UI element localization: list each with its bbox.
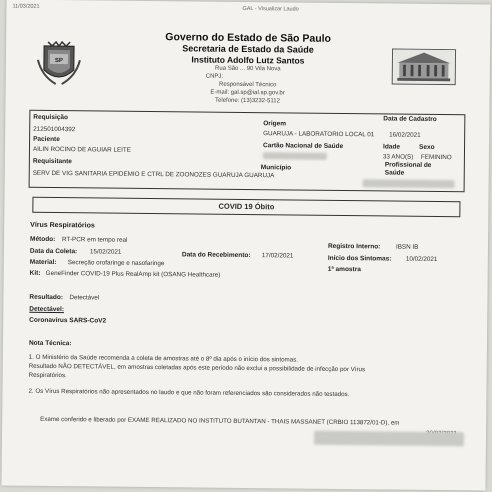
coleta-label: Data da Coleta: [29, 247, 78, 256]
lab-report-page [1, 0, 490, 491]
idade-label: Idade [382, 143, 401, 151]
recebimento-value: 17/02/2021 [261, 252, 294, 260]
header-government: Governo do Estado de São Paulo [165, 31, 332, 45]
data-cadastro-label: Data de Cadastro [383, 115, 437, 123]
note1-line2: Resultado NÃO DETECTÁVEL, em amostras coletadas após este período não exclui a possibilidade de infecção por Vírus [28, 362, 366, 374]
header-telefone: Telefone: (13)3232-5112 [215, 97, 281, 105]
origem-label: Origem [263, 120, 287, 128]
municipio-label: Município [260, 164, 292, 172]
paciente-value: AILIN ROCINO DE AGUIAR LEITE [32, 145, 132, 154]
sexo-value: FEMININO [420, 153, 452, 162]
requisicao-value: 212501004392 [33, 125, 76, 134]
section-title: Vírus Respiratórios [30, 221, 95, 230]
resultado-value: Detectável [69, 294, 100, 302]
resultado-label: Resultado: [29, 293, 64, 302]
note1-line1: 1. O Ministério da Saúde recomenda a coleta de amostras até o 8º dia após o início dos sintomas. [28, 353, 299, 364]
agente-value: Coronavírus SARS-CoV2 [29, 316, 107, 325]
exam-title: COVID 19 Óbito [32, 197, 460, 217]
header-secretaria: Secretaria de Estado da Saúde [182, 43, 314, 55]
header-email: E-mail: gal.sp@ial.sp.gov.br [210, 89, 285, 97]
profissional-redacted [363, 179, 455, 188]
metodo-value: RT-PCR em tempo real [62, 236, 128, 244]
footer-release: Exame conferido e liberado por EXAME REALIZADO NO INSTITUTO BUTANTAN - THAIS MASSANET (CRBIO 113872/01-D), em [40, 415, 400, 427]
recebimento-label: Data do Recebimento: [181, 251, 251, 260]
notes-title: Nota Técnica: [28, 339, 72, 348]
registro-label: Registro Interno: [327, 242, 381, 251]
coleta-value: 15/02/2021 [89, 248, 122, 256]
detectavel-label: Detectável: [29, 305, 65, 314]
idade-value: 33 ANO(S) [382, 153, 414, 161]
sexo-label: Sexo [418, 143, 435, 151]
header-instituto: Instituto Adolfo Lutz Santos [191, 54, 305, 66]
header-cnpj: CNPJ: [205, 73, 224, 80]
cartao-label: Cartão Nacional de Saúde [263, 142, 344, 151]
cartao-redacted [263, 152, 327, 160]
metodo-label: Método: [30, 235, 56, 244]
profissional-label: Profissional de Saúde [384, 161, 432, 177]
requisitante-value: SERV DE VIG SANITARIA EPIDEMIO E CTRL DE ZOONOZES GUARUJA GUARUJA [32, 169, 275, 180]
print-date: 11/03/2021 [12, 3, 40, 10]
kit-label: Kit: [29, 269, 41, 277]
note1-line3: Respiratórios. [28, 371, 67, 380]
print-header-title: GAL - Visualizar Laudo [242, 5, 299, 13]
header-responsavel: Responsável Técnico [219, 81, 277, 89]
kit-value: GeneFinder COVID-19 Plus RealAmp kit (OSANG Healthcare) [45, 269, 221, 279]
sintomas-label: Início dos Sintomas: [327, 254, 392, 263]
material-value: Secreção orofaringe e nasofaringe [67, 259, 165, 268]
sintomas-value: 10/02/2021 [405, 255, 438, 264]
requisitante-label: Requisitante [32, 157, 72, 166]
signature-redacted [314, 431, 464, 447]
material-label: Material: [29, 258, 57, 267]
amostra-label: 1ª amostra [327, 265, 361, 274]
svg-text:SP: SP [54, 57, 63, 65]
note2: 2. Os Vírus Respiratórios não apresentados no laudo e que não foram referenciados são considerados não testados. [28, 387, 350, 399]
data-cadastro-value: 16/02/2021 [389, 131, 421, 139]
origem-value: GUARUJA - LABORATORIO LOCAL 01 [263, 130, 375, 139]
requisicao-label: Requisição [33, 113, 69, 122]
header-address: Rua São ... 90 Vila Nova [215, 65, 281, 73]
registro-value: IBSN IB [395, 243, 419, 251]
paciente-label: Paciente [33, 135, 60, 144]
